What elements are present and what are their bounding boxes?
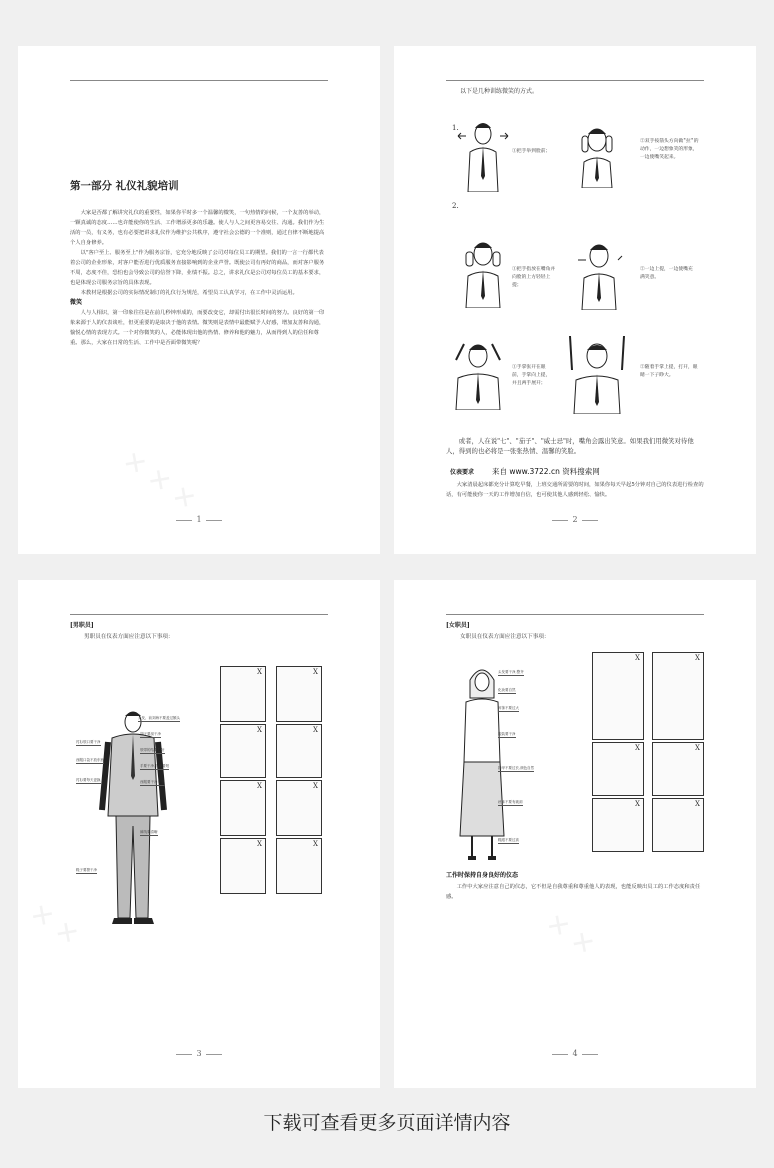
page4-body [446, 882, 704, 902]
paragraph: 或者，人在说"七"、"茄子"、"威士忌"时，嘴角会露出笑意。如果我们用微笑对待他人，得到的也必将是一张张热情、温馨的笑脸。 [446, 437, 694, 455]
example-cell: X [276, 780, 322, 836]
face-illustration [448, 334, 508, 410]
header-rule [446, 614, 704, 615]
section-title: 第一部分 礼仪礼貌培训 [70, 180, 179, 192]
callout: 衬衫要每天更换 [76, 778, 101, 782]
callout: 西服要干净平整 [140, 780, 165, 784]
example-cell: X [276, 666, 322, 722]
face-illustration [574, 238, 624, 310]
page-number: 4 [394, 1049, 756, 1058]
paragraph: 人与人相识，第一印象往往是在前几秒钟形成的，而要改变它，却需付出很长时间的努力。良好的第一印象来源于人的仪表谈吐，但更重要的是取决于他的表情。微笑则是表情中最能赋予人好感，增加友善和沟通，愉悦心情的表现方式。一个对你微笑的人，必能体现出他的热情、修养和他的魅力，从而得到人的信任和尊重。那么，大家在日常的生活、工作中是否面带微笑呢？ [70, 310, 325, 346]
document-page-2 [394, 46, 756, 554]
page-number: 2 [394, 515, 756, 524]
callout: 丝袜不要有破洞 [498, 800, 523, 804]
callout: 裤线要清晰 [140, 830, 158, 834]
caption: ②随着手掌上提，打开，眼睛一下子睁大。 [640, 365, 698, 378]
callout: 服装要干净 [498, 732, 516, 736]
subheading-smile: 微笑 [70, 299, 83, 306]
header-rule [70, 80, 328, 81]
example-cell: X [276, 724, 322, 778]
download-prompt[interactable]: 下载可查看更多页面详情内容 [263, 1112, 511, 1134]
step-number: 2. [452, 202, 459, 210]
caption: ①把手举到脸前； [512, 149, 551, 154]
page2-body [446, 436, 704, 456]
paragraph: 本教材是根据公司的实际情况制订的礼仪行为规范，希望员工认真学习，在工作中灵活运用。 [80, 290, 298, 296]
watermark: ✕ ✕ [24, 897, 84, 953]
section-label: [男职员] [70, 622, 94, 629]
example-cell: X [220, 666, 266, 722]
callout: 耳饰不要过大 [498, 706, 519, 710]
header-rule [70, 614, 328, 615]
header-rule [446, 80, 704, 81]
callout: 头发要干净,整齐 [498, 670, 524, 674]
face-illustration [456, 116, 510, 192]
subheading-posture: 工作时保持自身良好的仪态 [446, 872, 519, 879]
face-illustration [574, 122, 620, 188]
callout: 衬衫领口要干净 [76, 740, 101, 744]
step-number: 1. [452, 124, 459, 132]
example-cell: X [652, 652, 704, 740]
example-cell: X [220, 724, 266, 778]
example-cell: X [592, 798, 644, 852]
callout: 鞋子要擦干净 [76, 868, 97, 872]
example-cell: X [220, 780, 266, 836]
source-text: 来自 www.3722.cn 资料搜索网 [492, 467, 600, 476]
example-cell: X [220, 838, 266, 894]
face-illustration [566, 330, 628, 414]
callout: 手要干净,指甲要短 [140, 764, 170, 768]
paragraph: 工作中大家应注意自己的仪态，它不但是自我尊重和尊重他人的表现，也能反映出员工的工作态度和责任感。 [446, 884, 701, 900]
section-label: [女职员] [446, 622, 470, 629]
caption: ②一边上提，一边使嘴充满笑意。 [640, 267, 693, 280]
page2-body-2 [446, 480, 704, 500]
callout: 化妆要自然 [498, 688, 516, 692]
page-number: 3 [18, 1049, 380, 1058]
example-cell: X [592, 742, 644, 796]
caption: ①手掌张开在眼前，手掌向上提，并且两手展开； [512, 365, 551, 386]
note-text: 男职员在仪表方面应注意以下事项： [84, 634, 174, 640]
document-page-3 [18, 580, 380, 1088]
caption: ②双手按箭头方向做"拉"的动作，一边想象笑的形象，一边使嘴笑起来。 [640, 139, 699, 160]
callout: 指甲不要过长,颜色自然 [498, 766, 535, 770]
paragraph: 大家是否都了解讲究礼仪的重要性，如果你平时多一个温馨的微笑，一句热情的问候，一个友善的举动，一颗真诚的态度……也许能使你的生活、工作增添更多的乐趣。使人与人之间更容易交往、沟通。我们作为生活的一员，有义务，也有必要把讲求礼仪作为维护公共秩序，遵守社会公德的一个准则，通过自律不断地提高个人自身修养。 [70, 210, 325, 246]
intro-text: 以下是几种训练微笑的方式。 [460, 88, 539, 95]
document-page-4 [394, 580, 756, 1088]
document-page-1 [18, 46, 380, 554]
subheading-appearance: 仪表要求 [450, 469, 475, 476]
note-text: 女职员在仪表方面应注意以下事项： [460, 634, 550, 640]
callout: 头发、前刘海不要盖过额头 [138, 716, 180, 720]
callout: 西服口袋不放东西 [76, 758, 104, 762]
callout: 领带的结要打好 [140, 748, 165, 752]
paragraph: 大家清晨起床都充分计算吃早餐，上班交通所需要的时间，如果你每天早起5分钟对自己的仪表进行检查的话，有可能使你一天的工作增加自信，也可使其他人感到轻松、愉快。 [446, 482, 704, 498]
page1-body [70, 208, 328, 348]
example-cell: X [276, 838, 322, 894]
example-cell: X [592, 652, 644, 740]
watermark: ✕ ✕ ✕ [116, 445, 202, 517]
watermark: ✕ ✕ [540, 907, 600, 963]
face-illustration [456, 236, 510, 308]
source-line [450, 466, 600, 477]
example-cell: X [652, 798, 704, 852]
callout: 胡子要刮干净 [140, 732, 161, 736]
example-cell: X [652, 742, 704, 796]
callout: 鞋跟不要过高 [498, 838, 519, 842]
caption: ①把手指放在嘴角并向脸的上方轻轻上提； [512, 267, 556, 288]
man-figure [98, 706, 168, 926]
paragraph: 以"客户至上、服务至上"作为服务宗旨，它充分地反映了公司对每位员工的期望。我们的一言一行都代表着公司的企业形象，对客户能否进行优质服务直接影响到的企业声誉。既使公司有再好的商品，而对客户服务不周，态度不佳，恐怕也会导致公司的信誉下降，业绩不振。总之，讲求礼仪是公司对每位员工的基本要求，也是体现公司服务宗旨的具体表现。 [70, 250, 325, 286]
page-number: 1 [18, 515, 380, 524]
